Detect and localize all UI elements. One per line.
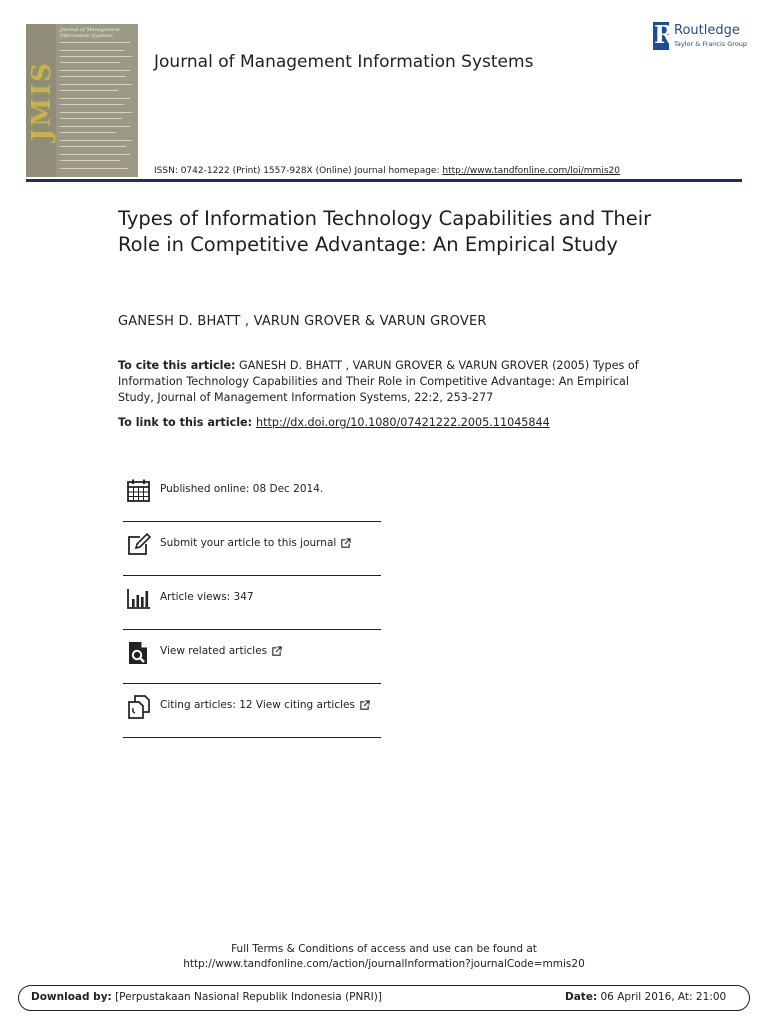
related-articles-row[interactable] bbox=[123, 630, 381, 684]
routledge-logo-icon bbox=[653, 20, 674, 50]
bar-chart-icon bbox=[126, 586, 152, 612]
issn-text: ISSN: 0742-1222 (Print) 1557-928X (Online) Journal homepage: bbox=[154, 166, 443, 176]
article-views-row bbox=[123, 576, 381, 630]
citing-articles-row[interactable] bbox=[123, 684, 381, 738]
related-articles-link[interactable]: View related articles bbox=[160, 645, 268, 657]
journal-homepage-link[interactable]: http://www.tandfonline.com/loi/mmis20 bbox=[442, 166, 620, 176]
journal-title: Journal of Management Information Systems bbox=[154, 52, 534, 72]
cover-logo-text: JMIS bbox=[27, 60, 57, 142]
citation-block bbox=[118, 358, 648, 406]
routledge-logo-letter: R bbox=[654, 20, 674, 49]
cite-label: To cite this article: bbox=[118, 359, 236, 372]
download-date bbox=[565, 991, 726, 1003]
citing-articles-link[interactable]: Citing articles: 12 View citing articles bbox=[160, 699, 355, 711]
date-label: Date: bbox=[565, 991, 598, 1003]
published-online-text: Published online: 08 Dec 2014. bbox=[160, 483, 324, 495]
download-info-bar bbox=[18, 985, 750, 1011]
published-online-row bbox=[123, 468, 381, 522]
date-value: 06 April 2016, At: 21:00 bbox=[597, 991, 727, 1003]
link-label: To link to this article: bbox=[118, 416, 256, 429]
article-info-list bbox=[123, 468, 381, 738]
download-label: Download by: bbox=[31, 991, 112, 1003]
terms-notice bbox=[0, 942, 768, 972]
publisher-name: Routledge bbox=[674, 23, 740, 38]
document-search-icon bbox=[126, 640, 152, 666]
submit-article-link[interactable]: Submit your article to this journal bbox=[160, 537, 337, 549]
doi-link[interactable]: http://dx.doi.org/10.1080/07421222.2005.11045844 bbox=[256, 416, 550, 429]
submit-article-row[interactable] bbox=[123, 522, 381, 576]
external-link-icon bbox=[340, 538, 351, 549]
external-link-icon bbox=[271, 646, 282, 657]
cite-text: GANESH D. BHATT , VARUN GROVER & VARUN GROVER (2005) Types of Information Technology Capabilities and Their Role in Competitive Advantage: An Empirical Study, Journal of Management Information Systems, 22:2, 253-277 bbox=[118, 359, 639, 404]
calendar-icon bbox=[126, 478, 152, 504]
journal-cover-image bbox=[26, 24, 138, 177]
publisher-logo[interactable] bbox=[653, 22, 748, 52]
download-by bbox=[31, 991, 382, 1003]
citing-articles-icon bbox=[126, 694, 152, 720]
article-link-block bbox=[118, 415, 648, 431]
edit-icon bbox=[126, 532, 152, 558]
terms-line: Full Terms & Conditions of access and use can be found at bbox=[231, 943, 537, 955]
article-title: Types of Information Technology Capabilities and Their Role in Competitive Advantage: An Empirical Study bbox=[118, 207, 652, 256]
external-link-icon bbox=[359, 700, 370, 711]
download-value: [Perpustakaan Nasional Republik Indonesia (PNRI)] bbox=[111, 991, 382, 1003]
terms-url[interactable]: http://www.tandfonline.com/action/journalInformation?journalCode=mmis20 bbox=[183, 958, 585, 970]
publisher-subtitle: Taylor & Francis Group bbox=[674, 40, 748, 48]
header-divider bbox=[26, 179, 742, 182]
cover-title: Journal of Management Information Systems bbox=[60, 27, 120, 39]
article-views-text: Article views: 347 bbox=[160, 591, 254, 603]
article-authors: GANESH D. BHATT , VARUN GROVER & VARUN GROVER bbox=[118, 314, 487, 329]
issn-line bbox=[154, 166, 620, 176]
